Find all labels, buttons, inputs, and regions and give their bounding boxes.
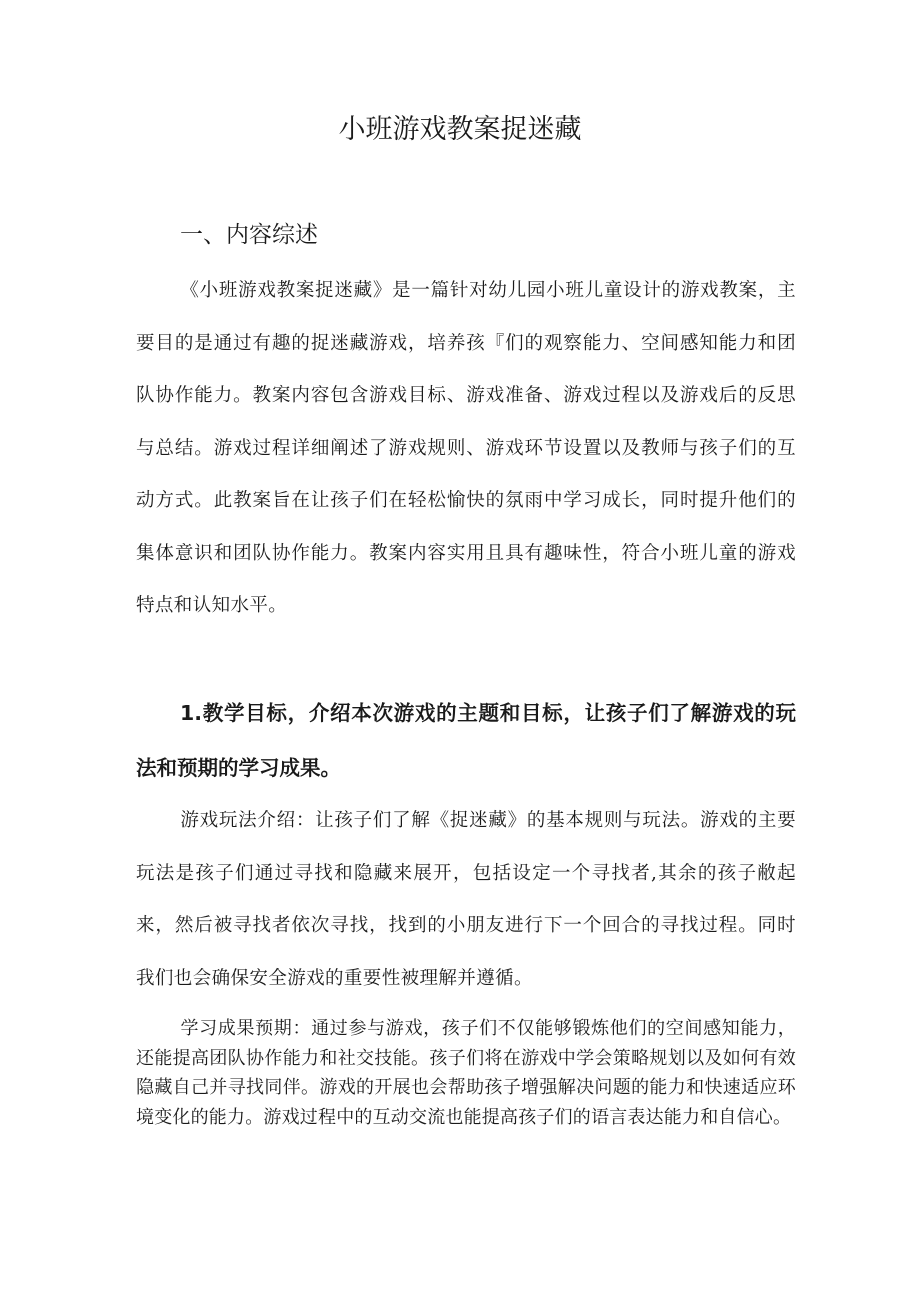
play-paragraph	[136, 795, 796, 1005]
play-paragraph-text: 游戏玩法介绍：让孩子们了解《捉迷藏》的基本规则与玩法。游戏的主要玩法是孩子们通过寻找和隐藏来展开，包括设定一个寻找者,其余的孩子敝起来，然后被寻找者依次寻找，找到的小朋友进行下一个回合的寻找过程。同时我们也会确保安全游戏的重要性被理解并遵循。	[136, 810, 796, 989]
section-heading-overview: 一、内容综述	[180, 222, 318, 248]
subheading-teaching-goal	[136, 686, 796, 796]
outcome-paragraph-text: 学习成果预期：通过参与游戏，孩子们不仅能够锻炼他们的空间感知能力，还能提高团队协作能力和社交技能。孩子们将在游戏中学会策略规划以及如何有效隐藏自己并寻找同伴。游戏的开展也会帮助孩子增强解决问题的能力和快速适应环境变化的能力。游戏过程中的互动交流也能提高孩子们的语言表达能力和自信心。	[136, 1018, 796, 1128]
summary-paragraph	[136, 265, 796, 633]
document-title: 小班游戏教案捉迷藏	[338, 114, 582, 145]
summary-paragraph-text: 《小班游戏教案捉迷藏》是一篇针对幼儿园小班儿童设计的游戏教案，主要目的是通过有趣的捉迷藏游戏，培养孩『们的观察能力、空间感知能力和团队协作能力。教案内容包含游戏目标、游戏准备、游戏过程以及游戏后的反思与总结。游戏过程详细阐述了游戏规则、游戏环节设置以及教师与孩子们的互动方式。此教案旨在让孩子们在轻松愉快的氛雨中学习成长，同时提升他们的集体意识和团队协作能力。教案内容实用且具有趣味性，符合小班儿童的游戏特点和认知水平。	[136, 280, 796, 616]
subheading-teaching-goal-text: 1.教学目标，介绍本次游戏的主题和目标，让孩子们了解游戏的玩法和预期的学习成果。	[136, 701, 796, 780]
outcome-paragraph	[136, 1014, 796, 1132]
